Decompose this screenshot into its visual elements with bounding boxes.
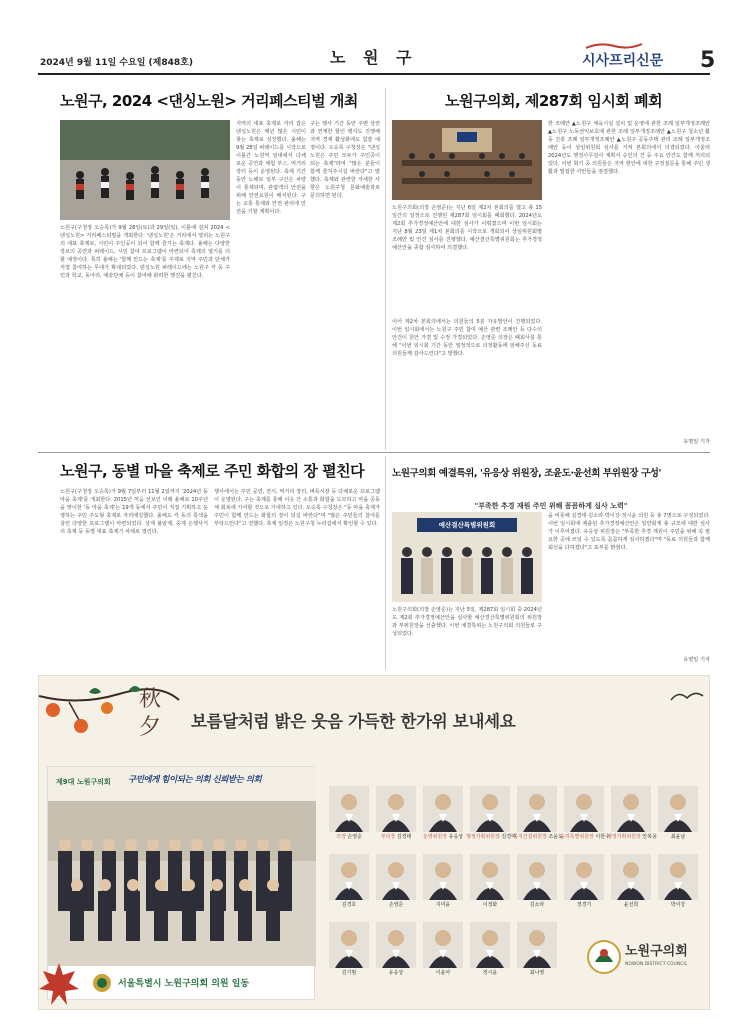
logo-english: NOWON DISTRICT COUNCIL (625, 962, 688, 967)
member-card (376, 854, 416, 910)
article2-body2: 이어 제2차 본회의에서는 의원들의 5분 자유발언이 진행되었다. 이번 임시회에서는 노원구 주민 참여 예산 관련 조례안 등 다수의 안건이 원안 가결 및 수정 가결되었다. 손영준 의장은 폐회사를 통해 "이번 임시회 기간 동안 열정적으로 의정활동에 임해주신 동료 의원들께 감사드린다"고 말했다. (392, 319, 542, 357)
member-name (513, 968, 561, 978)
maple-leaf-icon (39, 961, 79, 1011)
member-name (372, 832, 420, 842)
article4-title: 노원구의회 예결특위, '유응상 위원장, 조윤도·윤선희 부위원장 구성' (392, 468, 662, 479)
member-name-text: 이윤아 (435, 970, 451, 976)
member-portrait (329, 854, 369, 900)
article2-title-wrap (445, 90, 710, 115)
member-name (466, 968, 514, 978)
member-card (466, 786, 516, 842)
member-role: 부의장 (380, 834, 396, 840)
member-name-text: 유응상 (448, 834, 464, 840)
member-card (517, 854, 557, 910)
members-group-icon (48, 801, 316, 967)
member-card (329, 786, 369, 842)
member-portrait (470, 786, 510, 832)
article4-subtitle: "부족한 추경 재원 주민 위해 꼼꼼하게 심사 노력" (474, 502, 628, 510)
portrait-icon (376, 854, 416, 900)
member-card (607, 786, 657, 842)
member-name-text: 유응상 (388, 970, 404, 976)
member-role: 행정기획위원장 (466, 834, 500, 840)
council-caption: 서울특별시 노원구의회 의원 일동 (118, 979, 250, 989)
article1-caption-body: 노원구(구청장 오승록)가 9월 28일(토)과 29일(일), 이틀에 걸쳐 2024 <댄싱노원> 거리페스티벌을 개최한다. '댄싱노원'은 거리에서 열리는 노원구의 대표 축제로, 시민이 주인공이 되어 함께 즐기는 축제다. 올해는 다양한 장르의 공연과 퍼레이드, 시민 참여 프로그램이 마련되어 축제의 열기를 더할 예정이다. 특히 올해는 '함께 만드는 축제'를 주제로 지역 주민과 단체가 직접 참여하는 무대가 확대되었다. 댄싱노원 퍼레이드에는 노원구 각 동 주민과 학교, 동아리, 예술단체 등이 참여해 화려한 행진을 펼친다. (60, 225, 230, 279)
member-portrait (470, 922, 510, 968)
portrait-icon (423, 854, 463, 900)
member-card (517, 922, 557, 978)
portrait-icon (376, 922, 416, 968)
portrait-icon (470, 854, 510, 900)
portrait-icon (658, 786, 698, 832)
member-name (466, 832, 514, 842)
member-name-text: 김경태 (396, 834, 412, 840)
member-name (419, 900, 467, 910)
member-name-text: 정경기 (576, 902, 592, 908)
article3-body1: 노원구(구청장 오승록)가 9월 7일부터 11월 2일까지 '2024년 동 마을 축제'를 개최한다. 2015년 처음 선보인 이래 올해로 10주년을 맞이한 '동 마을 축제'는 19개 동에서 주민이 직접 기획하고 운영하는 주민 주도형 축제로 자리매김했다. 올해도 각 동의 특색을 살린 다양한 프로그램이 마련되었다. 상계 불암제, 중계 은행사거리 축제 등 동별 대표 축제가 차례로 열린다. (60, 489, 208, 535)
member-portrait (423, 922, 463, 968)
column-divider-2 (385, 456, 386, 670)
member-name-text: 김경미 (501, 834, 516, 840)
portrait-icon (658, 854, 698, 900)
article1-title: 노원구, 2024 <댄싱노원> 거리페스티벌 개최 (60, 92, 358, 110)
member-name (372, 900, 420, 910)
photo-label: 제9대 노원구의회 (56, 778, 111, 786)
member-name (560, 832, 608, 842)
portrait-icon (564, 786, 604, 832)
member-role: 행정기획위원장 (607, 834, 641, 840)
brand-name: 시사프리신문 (582, 53, 664, 69)
article1-body2: 지역의 대표 축제로 자리 잡은 댄싱노원은 매년 많은 시민이 찾는 축제로 성장했다. 올해는 9월 28일 퍼레이드를 시작으로 이틀간 노원역 일대에서 다채로운 공연과 체험 부스, 먹거리 장터 등이 운영된다. 축제 기간 동안 노해로 일부 구간은 차량이 통제되며, 관람객의 안전을 위해 안전요원이 배치된다. 구는 교통 통제와 안전 관리에 만전을 기할 계획이다. (236, 121, 306, 215)
portrait-icon (329, 922, 369, 968)
portrait-icon (376, 786, 416, 832)
member-portrait (611, 854, 651, 900)
council-caption-bar (47, 966, 315, 1000)
member-card (423, 922, 463, 978)
member-portrait (517, 786, 557, 832)
member-portrait (376, 786, 416, 832)
member-name (513, 900, 561, 910)
member-role: 의장 (336, 834, 346, 840)
member-name (654, 900, 702, 910)
photo-slogan: 구민에게 힘이되는 의회 신뢰받는 의회 (128, 775, 262, 785)
member-portrait (329, 786, 369, 832)
newspaper-brand (582, 50, 663, 70)
portrait-icon (470, 786, 510, 832)
member-role: 윤리특별위원장 (560, 834, 594, 840)
portrait-icon (517, 922, 557, 968)
member-card (376, 786, 416, 842)
member-name-text: 이한수 (595, 834, 610, 840)
article4-title-wrap (392, 465, 710, 485)
member-card (329, 922, 369, 978)
member-name-text: 박이강 (670, 902, 686, 908)
council-chamber-icon (392, 120, 542, 200)
council-logo (587, 934, 707, 990)
member-name (419, 832, 467, 842)
section-title: 노 원 구 (330, 48, 418, 67)
article1-body3: 구는 행사 기간 동안 주변 상권과 연계한 할인 행사도 진행해 지역 경제 활성화에도 힘쓸 예정이다. 오승록 구청장은 "댄싱노원은 주민 모두가 주인공이 되는 축제"라며 "많은 분들이 함께 즐겨주시길 바란다"고 말했다. 축제와 관련한 자세한 사항은 노원구청 문화예술과로 문의하면 된다. (310, 121, 380, 199)
article4-body2: 을 비롯해 김경태·김소라·박이강·정시윤 의원 등 총 7명으로 구성되었다. 이번 임시회에 제출된 추가경정예산안은 일반회계 총 규모에 대한 심사가 이루어졌다. 유응상 위원장은 "부족한 추경 재원이 주민을 위해 꼭 필요한 곳에 쓰일 수 있도록 꼼꼼하게 심사하겠다"며 "동료 의원들과 함께 최선을 다하겠다"고 포부를 밝혔다. (548, 513, 710, 551)
member-portrait (376, 854, 416, 900)
member-name (325, 832, 373, 842)
article3-title: 노원구, 동별 마을 축제로 주민 화합의 장 펼친다 (60, 462, 365, 480)
portrait-icon (329, 854, 369, 900)
member-portrait (423, 786, 463, 832)
article2-photo (392, 120, 542, 200)
article2-byline: 유명일 기자 (683, 439, 710, 445)
member-portrait (564, 786, 604, 832)
article2-title: 노원구의회, 제287회 임시회 폐회 (445, 92, 663, 110)
member-portrait (423, 854, 463, 900)
article1-photo (60, 120, 230, 220)
member-name (513, 832, 561, 842)
article3-body2: 행사에서는 주민 공연, 전시, 먹거리 장터, 벼룩시장 등 다채로운 프로그램이 운영된다. 구는 축제를 통해 이웃 간 소통과 화합을 도모하고 마을 공동체 회복에 기여할 것으로 기대하고 있다. 오승록 구청장은 "동 마을 축제가 주민이 함께 만드는 화합의 장이 되길 바란다"며 "많은 주민들의 참여를 부탁드린다"고 전했다. 축제 일정은 노원구청 누리집에서 확인할 수 있다. (214, 489, 380, 527)
member-card (564, 854, 604, 910)
parade-photo-icon (60, 120, 230, 220)
member-portrait (658, 854, 698, 900)
logo-korean: 노원구의회 (625, 944, 688, 959)
chuseok-hanja: 秋夕 (139, 687, 162, 740)
article4-photo (392, 512, 542, 602)
page-number: 5 (700, 48, 716, 73)
member-card (376, 922, 416, 978)
member-card (470, 922, 510, 978)
header-rule (38, 73, 710, 75)
member-name-text: 최윤남 (670, 834, 686, 840)
member-portrait (329, 922, 369, 968)
member-name (325, 900, 373, 910)
member-name-text: 지미윤 (435, 902, 451, 908)
member-name-text: 최나영 (529, 970, 545, 976)
article4-body1: 노원구의회(의장 손영준)는 지난 5일, 제287회 임시회 중 2024년도 제2회 추가경정예산안을 심사할 예산결산특별위원회의 위원장과 부위원장을 선출했다. 이번 예결특위는 노원구의회 의원들로 구성되었다. (392, 607, 542, 637)
member-name-text: 윤선희 (623, 902, 639, 908)
issue-date: 2024년 9월 11일 수요일 (제848호) (40, 58, 193, 68)
member-card (513, 786, 563, 842)
member-portrait (611, 786, 651, 832)
member-name-text: 손영준 (347, 834, 362, 840)
member-portrait (517, 854, 557, 900)
member-card (470, 854, 510, 910)
portrait-icon (329, 786, 369, 832)
council-emblem-icon (92, 973, 112, 993)
council-group-photo (47, 766, 315, 966)
brand-wave-icon (586, 42, 642, 50)
member-name (372, 968, 420, 978)
member-role: 운영위원장 (422, 834, 448, 840)
member-card (658, 854, 698, 910)
article4-byline: 유명일 기자 (683, 657, 710, 663)
portrait-icon (470, 922, 510, 968)
page-header (0, 0, 743, 84)
member-portrait (517, 922, 557, 968)
member-card (423, 854, 463, 910)
article3-title-wrap (60, 460, 380, 485)
member-portrait (376, 922, 416, 968)
bird-icon (667, 684, 707, 708)
member-portrait (470, 854, 510, 900)
member-name (466, 900, 514, 910)
member-card (658, 786, 698, 842)
member-name-text: 김기범 (341, 970, 357, 976)
member-name (325, 968, 373, 978)
member-name-text: 조윤도 (548, 834, 563, 840)
committee-members-icon (392, 512, 542, 602)
column-divider (385, 88, 386, 450)
committee-banner: 예산결산특별위원회 (417, 518, 517, 532)
member-role: 복지건설위원장 (513, 834, 547, 840)
portrait-icon (423, 922, 463, 968)
portrait-icon (611, 786, 651, 832)
banner-headline: 보름달처럼 밝은 웃음 가득한 한가위 보내세요 (191, 712, 516, 731)
member-card (611, 854, 651, 910)
article2-body3: 한 조례안 ▲노원구 체육시설 설치 및 운영에 관한 조례 일부개정조례안 ▲노원구 노동권익보호에 관한 조례 일부개정조례안 ▲노원구 청소년 활동 진흥 조례 일부개정조례안 ▲노원구 공동주택 관리 조례 일부개정조례안 등이 상임위원회 심사를 거쳐 본회의에서 의결되었다. 아울러 2024년도 행정사무감사 계획서 승인의 건 등 주요 안건도 함께 처리되었다. 이번 회기 중 의원들은 지역 현안에 대한 구정질문을 통해 주민 생활과 밀접한 사안들을 점검했다. (548, 121, 710, 175)
member-name (419, 968, 467, 978)
member-name-text: 안복용 (642, 834, 657, 840)
member-portrait (658, 786, 698, 832)
member-name (654, 832, 702, 842)
council-logo-icon (587, 940, 621, 974)
member-name-text: 김경호 (341, 902, 357, 908)
article1-title-wrap (60, 90, 380, 115)
member-card (560, 786, 610, 842)
portrait-icon (423, 786, 463, 832)
member-card (329, 854, 369, 910)
member-portrait (564, 854, 604, 900)
member-name (560, 900, 608, 910)
row-divider (38, 452, 710, 453)
chuseok-greeting-banner (38, 675, 710, 1010)
article4-subtitle-wrap (392, 493, 710, 510)
portrait-icon (517, 786, 557, 832)
member-card (423, 786, 463, 842)
portrait-icon (564, 854, 604, 900)
member-name-text: 이정화 (482, 902, 498, 908)
member-name-text: 김소라 (529, 902, 545, 908)
portrait-icon (611, 854, 651, 900)
portrait-icon (517, 854, 557, 900)
member-name (607, 832, 655, 842)
member-name-text: 손영준 (388, 902, 404, 908)
member-name-text: 정시윤 (482, 970, 498, 976)
member-name (607, 900, 655, 910)
article2-body1: 노원구의회(의장 손영준)는 지난 6일 제2차 본회의를 열고 총 15일간의 일정으로 진행된 제287회 임시회를 폐회했다. 2024년도 제2회 추가경정예산안에 대한 심사가 이뤄졌으며 이번 임시회는 지난 8월 23일 제1차 본회의를 시작으로 개회되어 상임위원회별 조례안 및 안건 심사를 진행했다. 예산결산특별위원회는 추가경정예산안을 종합 심사하여 의결했다. (392, 205, 542, 251)
